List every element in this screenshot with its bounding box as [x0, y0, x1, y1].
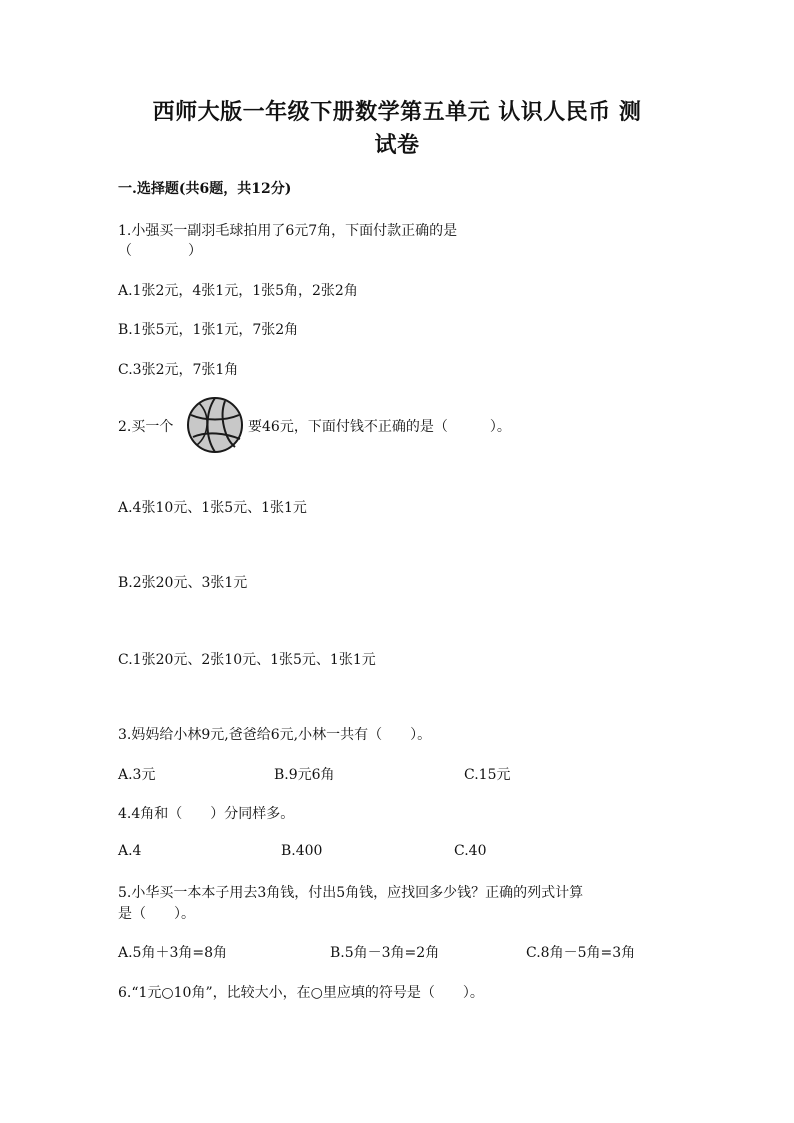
- q3-option-b[interactable]: B.9元6角: [274, 767, 335, 783]
- q1-option-a[interactable]: A.1张2元，4张1元，1张5角，2张2角: [118, 283, 358, 299]
- q3-option-a[interactable]: A.3元: [118, 767, 156, 783]
- q5-option-b[interactable]: B.5角－3角=2角: [330, 945, 440, 961]
- q3-options: [118, 764, 678, 784]
- q2-stem-after: 要46元，下面付钱不正确的是（ ）。: [248, 419, 511, 435]
- q2-stem-before: 2.买一个: [118, 419, 174, 435]
- q2-option-b[interactable]: B.2张20元、3张1元: [118, 575, 248, 591]
- q2-option-c[interactable]: C.1张20元、2张10元、1张5元、1张1元: [118, 652, 376, 668]
- q4-option-c[interactable]: C.40: [454, 843, 487, 859]
- q5-option-a[interactable]: A.5角＋3角=8角: [118, 945, 228, 961]
- q1-option-c[interactable]: C.3张2元，7张1角: [118, 362, 239, 378]
- q5-options: [118, 942, 678, 962]
- section-title: 一.选择题(共6题，共12分): [118, 181, 292, 197]
- page-title-line1: 西师大版一年级下册数学第五单元 认识人民币 测: [152, 99, 642, 125]
- q3-stem: 3.妈妈给小林9元,爸爸给6元,小林一共有（ ）。: [118, 727, 432, 743]
- q1-stem: 1.小强买一副羽毛球拍用了6元7角，下面付款正确的是: [118, 223, 458, 239]
- q1-option-b[interactable]: B.1张5元，1张1元，7张2角: [118, 322, 299, 338]
- basketball-icon: [185, 395, 245, 455]
- page-title: [110, 96, 684, 162]
- q6-stem: 6.“1元○10角”，比较大小，在○里应填的符号是（ ）。: [118, 985, 484, 1001]
- q4-option-a[interactable]: A.4: [118, 843, 142, 859]
- q4-stem: 4.4角和（ ）分同样多。: [118, 806, 295, 822]
- q3-option-c[interactable]: C.15元: [464, 767, 511, 783]
- q5-stem-blank: 是（ ）。: [118, 906, 195, 922]
- q5-option-c[interactable]: C.8角－5角=3角: [526, 945, 636, 961]
- q2-option-a[interactable]: A.4张10元、1张5元、1张1元: [118, 500, 307, 516]
- q5-stem: 5.小华买一本本子用去3角钱，付出5角钱，应找回多少钱？正确的列式计算: [118, 885, 584, 901]
- page-title-line2: 试卷: [374, 132, 420, 158]
- q1-stem-blank: （ ）: [118, 243, 202, 259]
- q4-option-b[interactable]: B.400: [281, 843, 323, 859]
- q4-options: [118, 843, 678, 863]
